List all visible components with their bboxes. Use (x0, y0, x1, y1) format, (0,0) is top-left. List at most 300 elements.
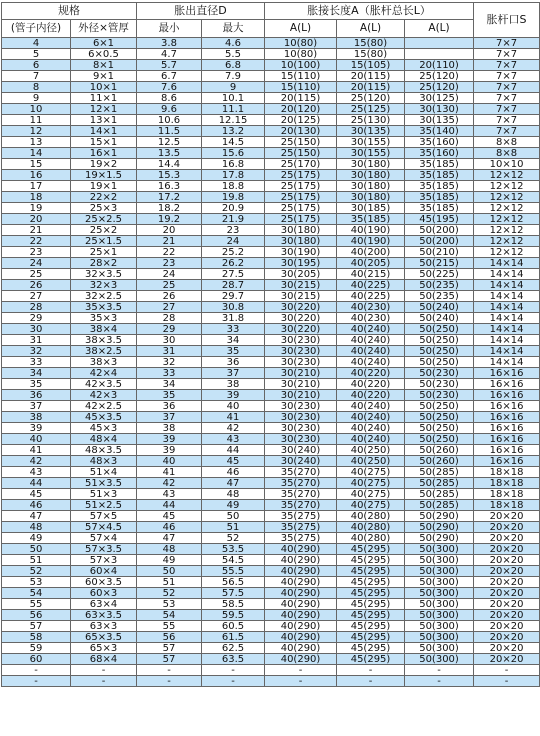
cell-od-wall: 19×2 (71, 159, 137, 170)
cell-length-a2: 15(80) (337, 49, 405, 60)
cell-max-dia: 52 (202, 533, 265, 544)
cell-max-dia: 39 (202, 390, 265, 401)
cell-inner-diameter: 52 (2, 566, 71, 577)
cell-length-a3: 35(185) (405, 181, 474, 192)
table-row (2, 126, 540, 137)
cell-inner-diameter: 8 (2, 82, 71, 93)
cell-length-a2: 30(155) (337, 148, 405, 159)
cell-inner-diameter: 31 (2, 335, 71, 346)
cell-rod-port: 8×8 (474, 137, 540, 148)
cell-length-a2: 30(180) (337, 170, 405, 181)
cell-od-wall: - (71, 665, 137, 676)
cell-od-wall: 48×4 (71, 434, 137, 445)
cell-length-a1: 10(80) (265, 49, 337, 60)
cell-length-a3: 50(250) (405, 346, 474, 357)
cell-length-a1: 30(240) (265, 445, 337, 456)
cell-inner-diameter: 35 (2, 379, 71, 390)
table-row (2, 456, 540, 467)
cell-length-a2: 40(230) (337, 302, 405, 313)
cell-min-dia: 56 (137, 632, 202, 643)
cell-od-wall: 42×3.5 (71, 379, 137, 390)
table-row (2, 676, 540, 687)
cell-od-wall: 38×3.5 (71, 335, 137, 346)
cell-min-dia: 37 (137, 412, 202, 423)
cell-rod-port: 7×7 (474, 49, 540, 60)
table-row (2, 511, 540, 522)
cell-length-a3: 50(290) (405, 511, 474, 522)
header-a1: A(L) (265, 20, 337, 38)
cell-min-dia: 6.7 (137, 71, 202, 82)
cell-rod-port: 20×20 (474, 632, 540, 643)
cell-length-a1: 15(110) (265, 82, 337, 93)
table-row (2, 544, 540, 555)
cell-min-dia: 24 (137, 269, 202, 280)
cell-rod-port: - (474, 665, 540, 676)
cell-length-a2: 45(295) (337, 577, 405, 588)
cell-length-a3: 50(285) (405, 478, 474, 489)
cell-inner-diameter: 58 (2, 632, 71, 643)
cell-rod-port: 14×14 (474, 357, 540, 368)
cell-min-dia: 15.3 (137, 170, 202, 181)
table-row (2, 379, 540, 390)
cell-length-a2: 35(185) (337, 214, 405, 225)
cell-inner-diameter: 38 (2, 412, 71, 423)
cell-max-dia: 54.5 (202, 555, 265, 566)
cell-inner-diameter: 4 (2, 38, 71, 49)
cell-od-wall: 16×1 (71, 148, 137, 159)
cell-length-a2: 45(295) (337, 588, 405, 599)
cell-length-a1: 20(120) (265, 104, 337, 115)
cell-od-wall: 60×4 (71, 566, 137, 577)
cell-inner-diameter: 48 (2, 522, 71, 533)
cell-inner-diameter: 46 (2, 500, 71, 511)
cell-length-a3: 35(160) (405, 148, 474, 159)
cell-rod-port: 14×14 (474, 346, 540, 357)
cell-min-dia: 39 (137, 434, 202, 445)
cell-max-dia: 9 (202, 82, 265, 93)
cell-length-a2: 40(240) (337, 324, 405, 335)
table-row (2, 137, 540, 148)
cell-length-a2: 40(220) (337, 390, 405, 401)
table-row (2, 247, 540, 258)
cell-inner-diameter: 60 (2, 654, 71, 665)
cell-length-a2: 25(125) (337, 104, 405, 115)
cell-min-dia: 44 (137, 500, 202, 511)
spec-table-container (1, 2, 539, 687)
cell-length-a2: 30(180) (337, 192, 405, 203)
cell-max-dia: 21.9 (202, 214, 265, 225)
cell-length-a1: 35(270) (265, 478, 337, 489)
cell-length-a1: 30(230) (265, 423, 337, 434)
cell-min-dia: 5.7 (137, 60, 202, 71)
cell-length-a3: 30(135) (405, 115, 474, 126)
cell-inner-diameter: 16 (2, 170, 71, 181)
cell-inner-diameter: 10 (2, 104, 71, 115)
cell-length-a1: 30(210) (265, 368, 337, 379)
cell-max-dia: 10.1 (202, 93, 265, 104)
cell-min-dia: 48 (137, 544, 202, 555)
cell-length-a1: 30(180) (265, 236, 337, 247)
cell-od-wall: 60×3 (71, 588, 137, 599)
cell-inner-diameter: 25 (2, 269, 71, 280)
cell-length-a2: 25(130) (337, 115, 405, 126)
cell-inner-diameter: 9 (2, 93, 71, 104)
cell-length-a3: 50(250) (405, 401, 474, 412)
cell-length-a2: 15(105) (337, 60, 405, 71)
cell-rod-port: 7×7 (474, 38, 540, 49)
cell-length-a3: 30(130) (405, 104, 474, 115)
cell-od-wall: 15×1 (71, 137, 137, 148)
cell-max-dia: 38 (202, 379, 265, 390)
cell-rod-port: 7×7 (474, 104, 540, 115)
cell-inner-diameter: 24 (2, 258, 71, 269)
table-row (2, 302, 540, 313)
cell-rod-port: 20×20 (474, 522, 540, 533)
cell-rod-port: 18×18 (474, 500, 540, 511)
cell-od-wall: 42×3 (71, 390, 137, 401)
cell-length-a3: 45(195) (405, 214, 474, 225)
cell-length-a2: 40(230) (337, 313, 405, 324)
cell-rod-port: 20×20 (474, 610, 540, 621)
cell-inner-diameter: 59 (2, 643, 71, 654)
cell-od-wall: 57×3.5 (71, 544, 137, 555)
table-row (2, 401, 540, 412)
cell-min-dia: 57 (137, 654, 202, 665)
table-row (2, 434, 540, 445)
cell-inner-diameter: 43 (2, 467, 71, 478)
table-row (2, 269, 540, 280)
cell-min-dia: 13.5 (137, 148, 202, 159)
cell-length-a3: 50(250) (405, 434, 474, 445)
cell-inner-diameter: 21 (2, 225, 71, 236)
cell-max-dia: 45 (202, 456, 265, 467)
cell-max-dia: 31.8 (202, 313, 265, 324)
cell-max-dia: 17.8 (202, 170, 265, 181)
table-row (2, 412, 540, 423)
cell-min-dia: 49 (137, 555, 202, 566)
cell-od-wall: 25×2.5 (71, 214, 137, 225)
cell-od-wall: 32×3.5 (71, 269, 137, 280)
cell-od-wall: 45×3.5 (71, 412, 137, 423)
table-row (2, 489, 540, 500)
header-inner-diameter: (管子内径) (2, 20, 71, 38)
cell-max-dia: 12.15 (202, 115, 265, 126)
cell-max-dia: 13.2 (202, 126, 265, 137)
cell-rod-port: 12×12 (474, 214, 540, 225)
cell-length-a1: 25(175) (265, 203, 337, 214)
cell-od-wall: 32×3 (71, 280, 137, 291)
cell-rod-port: 20×20 (474, 654, 540, 665)
cell-max-dia: 36 (202, 357, 265, 368)
cell-length-a2: 40(205) (337, 258, 405, 269)
cell-length-a1: - (265, 665, 337, 676)
cell-max-dia: 55.5 (202, 566, 265, 577)
cell-length-a1: 30(220) (265, 302, 337, 313)
cell-length-a2: - (337, 665, 405, 676)
table-row (2, 500, 540, 511)
expander-spec-table (1, 2, 540, 687)
cell-length-a3: 50(300) (405, 588, 474, 599)
cell-length-a3 (405, 38, 474, 49)
table-row (2, 368, 540, 379)
table-row (2, 665, 540, 676)
cell-length-a1: 40(290) (265, 654, 337, 665)
cell-inner-diameter: - (2, 676, 71, 687)
cell-rod-port: 20×20 (474, 566, 540, 577)
cell-length-a1: 30(205) (265, 269, 337, 280)
cell-max-dia: 42 (202, 423, 265, 434)
cell-max-dia: - (202, 665, 265, 676)
cell-min-dia: 11.5 (137, 126, 202, 137)
cell-min-dia: 50 (137, 566, 202, 577)
cell-rod-port: 18×18 (474, 467, 540, 478)
cell-length-a2: 40(275) (337, 489, 405, 500)
table-row (2, 599, 540, 610)
cell-od-wall: 22×2 (71, 192, 137, 203)
table-row (2, 313, 540, 324)
cell-od-wall: 25×2 (71, 225, 137, 236)
table-row (2, 346, 540, 357)
cell-min-dia: 52 (137, 588, 202, 599)
cell-od-wall: 48×3.5 (71, 445, 137, 456)
cell-min-dia: - (137, 676, 202, 687)
cell-length-a3: 50(300) (405, 577, 474, 588)
cell-inner-diameter: 40 (2, 434, 71, 445)
cell-max-dia: 33 (202, 324, 265, 335)
cell-max-dia: 4.6 (202, 38, 265, 49)
cell-length-a2: 30(180) (337, 159, 405, 170)
cell-rod-port: 20×20 (474, 555, 540, 566)
cell-length-a2: 40(190) (337, 236, 405, 247)
table-row (2, 478, 540, 489)
cell-rod-port: 16×16 (474, 401, 540, 412)
cell-length-a1: 40(290) (265, 577, 337, 588)
cell-rod-port: 14×14 (474, 324, 540, 335)
cell-inner-diameter: 13 (2, 137, 71, 148)
cell-inner-diameter: 7 (2, 71, 71, 82)
cell-od-wall: 60×3.5 (71, 577, 137, 588)
cell-inner-diameter: 37 (2, 401, 71, 412)
cell-rod-port: 12×12 (474, 203, 540, 214)
cell-min-dia: 41 (137, 467, 202, 478)
cell-max-dia: 27.5 (202, 269, 265, 280)
table-row (2, 170, 540, 181)
cell-length-a1: 20(130) (265, 126, 337, 137)
cell-od-wall: 45×3 (71, 423, 137, 434)
cell-rod-port: 7×7 (474, 93, 540, 104)
cell-min-dia: 47 (137, 533, 202, 544)
cell-length-a2: 40(250) (337, 445, 405, 456)
cell-od-wall: 63×3.5 (71, 610, 137, 621)
table-row (2, 258, 540, 269)
cell-max-dia: 41 (202, 412, 265, 423)
header-spec: 规格 (2, 3, 137, 20)
table-row (2, 82, 540, 93)
cell-length-a3: 35(185) (405, 159, 474, 170)
cell-rod-port: 16×16 (474, 379, 540, 390)
cell-length-a3: 50(250) (405, 423, 474, 434)
cell-length-a1: 35(275) (265, 511, 337, 522)
cell-od-wall: 42×4 (71, 368, 137, 379)
cell-od-wall: 63×3 (71, 621, 137, 632)
table-row (2, 610, 540, 621)
cell-rod-port: 7×7 (474, 126, 540, 137)
header-od-wall: 外径×管厚 (71, 20, 137, 38)
cell-rod-port: 14×14 (474, 280, 540, 291)
cell-max-dia: 11.1 (202, 104, 265, 115)
cell-inner-diameter: 47 (2, 511, 71, 522)
cell-min-dia: 20 (137, 225, 202, 236)
cell-inner-diameter: 34 (2, 368, 71, 379)
cell-length-a3: 50(300) (405, 621, 474, 632)
table-row (2, 60, 540, 71)
cell-length-a3: 50(300) (405, 610, 474, 621)
cell-max-dia: 5.5 (202, 49, 265, 60)
cell-length-a1: 30(210) (265, 379, 337, 390)
cell-inner-diameter: 50 (2, 544, 71, 555)
cell-length-a1: 25(150) (265, 148, 337, 159)
cell-max-dia: 6.8 (202, 60, 265, 71)
cell-max-dia: 29.7 (202, 291, 265, 302)
cell-length-a3: 50(200) (405, 236, 474, 247)
cell-od-wall: 51×3 (71, 489, 137, 500)
cell-length-a1: 40(290) (265, 621, 337, 632)
cell-length-a2: 20(115) (337, 82, 405, 93)
cell-inner-diameter: 23 (2, 247, 71, 258)
cell-max-dia: 62.5 (202, 643, 265, 654)
cell-length-a2: 40(275) (337, 500, 405, 511)
cell-length-a2: 40(240) (337, 346, 405, 357)
cell-max-dia: 56.5 (202, 577, 265, 588)
cell-max-dia: 26.2 (202, 258, 265, 269)
cell-max-dia: 25.2 (202, 247, 265, 258)
cell-length-a1: 25(175) (265, 192, 337, 203)
cell-length-a2: 45(295) (337, 654, 405, 665)
cell-inner-diameter: 18 (2, 192, 71, 203)
cell-length-a1: 30(230) (265, 401, 337, 412)
cell-od-wall: - (71, 676, 137, 687)
table-row (2, 357, 540, 368)
table-row (2, 621, 540, 632)
cell-length-a2: 45(295) (337, 566, 405, 577)
cell-inner-diameter: 12 (2, 126, 71, 137)
cell-rod-port: 12×12 (474, 170, 540, 181)
table-row (2, 148, 540, 159)
cell-od-wall: 13×1 (71, 115, 137, 126)
table-row (2, 643, 540, 654)
cell-length-a2: 15(80) (337, 38, 405, 49)
cell-length-a1: 25(175) (265, 214, 337, 225)
cell-max-dia: 40 (202, 401, 265, 412)
cell-length-a1: 30(220) (265, 313, 337, 324)
table-row (2, 236, 540, 247)
cell-length-a3: 50(200) (405, 225, 474, 236)
table-row (2, 71, 540, 82)
cell-length-a2: 40(240) (337, 434, 405, 445)
cell-length-a2: 40(190) (337, 225, 405, 236)
cell-rod-port: 12×12 (474, 181, 540, 192)
cell-max-dia: 37 (202, 368, 265, 379)
cell-length-a3: 50(250) (405, 357, 474, 368)
cell-length-a3: 35(185) (405, 170, 474, 181)
cell-length-a3: 50(230) (405, 368, 474, 379)
cell-inner-diameter: 11 (2, 115, 71, 126)
cell-rod-port: 14×14 (474, 269, 540, 280)
cell-max-dia: 18.8 (202, 181, 265, 192)
cell-length-a3: 35(140) (405, 126, 474, 137)
cell-length-a2: 40(280) (337, 533, 405, 544)
cell-length-a1: 35(270) (265, 489, 337, 500)
cell-rod-port: 20×20 (474, 621, 540, 632)
cell-inner-diameter: 28 (2, 302, 71, 313)
cell-od-wall: 8×1 (71, 60, 137, 71)
cell-length-a2: 40(240) (337, 357, 405, 368)
cell-max-dia: 34 (202, 335, 265, 346)
cell-length-a3: 50(240) (405, 302, 474, 313)
table-row (2, 588, 540, 599)
cell-max-dia: 53.5 (202, 544, 265, 555)
cell-min-dia: 29 (137, 324, 202, 335)
cell-length-a1: 30(230) (265, 434, 337, 445)
header-min: 最小 (137, 20, 202, 38)
table-row (2, 566, 540, 577)
table-row (2, 533, 540, 544)
cell-inner-diameter: 55 (2, 599, 71, 610)
cell-length-a3: 50(260) (405, 445, 474, 456)
cell-length-a3: 50(300) (405, 566, 474, 577)
cell-inner-diameter: 17 (2, 181, 71, 192)
cell-od-wall: 42×2.5 (71, 401, 137, 412)
cell-min-dia: 21 (137, 236, 202, 247)
cell-od-wall: 65×3 (71, 643, 137, 654)
cell-length-a3: 50(210) (405, 247, 474, 258)
cell-inner-diameter: 42 (2, 456, 71, 467)
cell-inner-diameter: 56 (2, 610, 71, 621)
cell-length-a1: 35(270) (265, 500, 337, 511)
cell-max-dia: - (202, 676, 265, 687)
cell-max-dia: 43 (202, 434, 265, 445)
cell-min-dia: 30 (137, 335, 202, 346)
header-a2: A(L) (337, 20, 405, 38)
cell-inner-diameter: 53 (2, 577, 71, 588)
cell-length-a1: 30(230) (265, 346, 337, 357)
cell-max-dia: 28.7 (202, 280, 265, 291)
cell-rod-port: 16×16 (474, 456, 540, 467)
cell-min-dia: 10.6 (137, 115, 202, 126)
cell-od-wall: 51×4 (71, 467, 137, 478)
cell-rod-port: 20×20 (474, 511, 540, 522)
cell-rod-port: 18×18 (474, 478, 540, 489)
cell-max-dia: 50 (202, 511, 265, 522)
cell-length-a2: 45(295) (337, 599, 405, 610)
cell-min-dia: 42 (137, 478, 202, 489)
cell-min-dia: 35 (137, 390, 202, 401)
cell-length-a3: 35(185) (405, 192, 474, 203)
cell-length-a2: 30(155) (337, 137, 405, 148)
cell-od-wall: 25×3 (71, 203, 137, 214)
cell-od-wall: 19×1 (71, 181, 137, 192)
cell-length-a1: 10(100) (265, 60, 337, 71)
cell-od-wall: 57×4 (71, 533, 137, 544)
cell-inner-diameter: 5 (2, 49, 71, 60)
cell-min-dia: 16.3 (137, 181, 202, 192)
cell-inner-diameter: 49 (2, 533, 71, 544)
cell-min-dia: 54 (137, 610, 202, 621)
cell-max-dia: 61.5 (202, 632, 265, 643)
cell-rod-port: 20×20 (474, 577, 540, 588)
cell-length-a3: 50(300) (405, 555, 474, 566)
cell-rod-port: 16×16 (474, 423, 540, 434)
